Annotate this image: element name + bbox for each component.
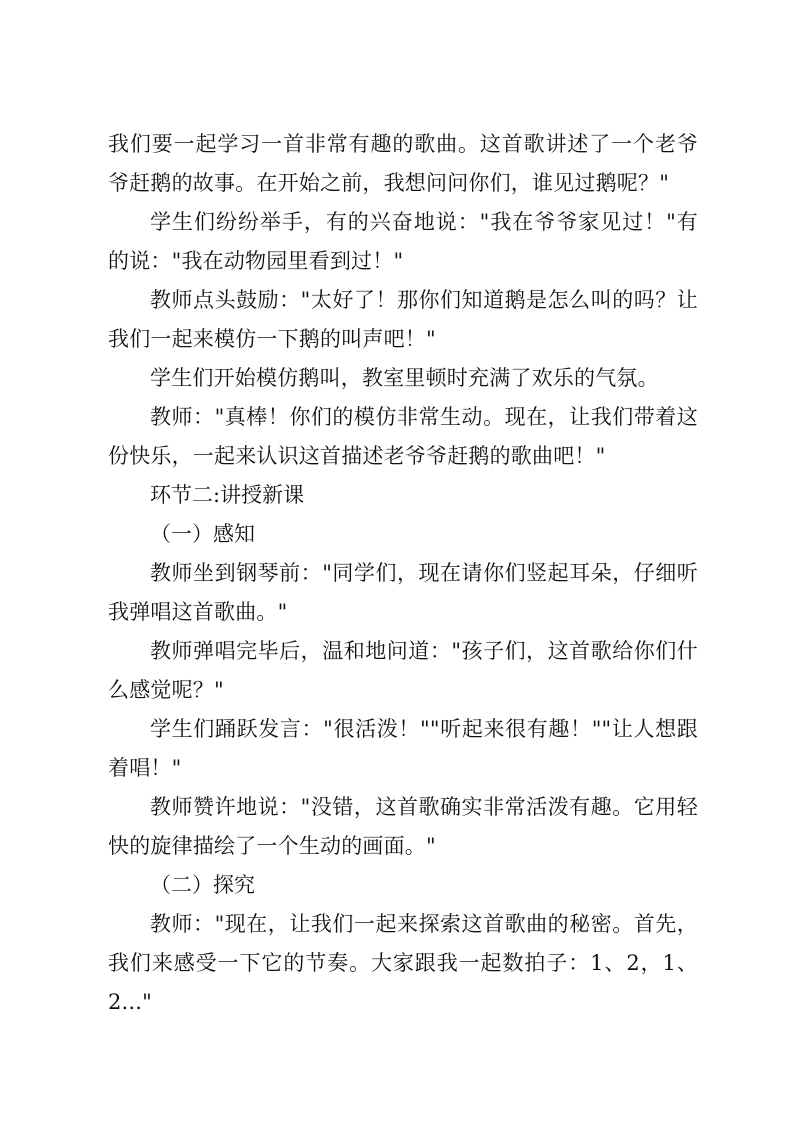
paragraph-intro-continuation: 我们要一起学习一首非常有趣的歌曲。这首歌讲述了一个老爷爷赶鹅的故事。在开始之前，我想问问你们，谁见过鹅呢？" [108,132,698,195]
paragraph-teacher-praise: 教师："真棒！你们的模仿非常生动。现在，让我们带着这份快乐，一起来认识这首描述老爷爷赶鹅的歌曲吧！" [108,405,698,468]
subsection-heading-perception: （一）感知 [150,522,255,546]
section-heading-new-lesson: 环节二:讲授新课 [150,483,305,507]
document-body [108,125,698,1022]
paragraph-teacher-approves: 教师赞许地说："没错，这首歌确实非常活泼有趣。它用轻快的旋律描绘了一个生动的画面。" [108,795,698,858]
paragraph-students-respond: 学生们踊跃发言："很活泼！""听起来很有趣！""让人想跟着唱！" [108,717,698,780]
paragraph-teacher-rhythm: 教师："现在，让我们一起来探索这首歌曲的秘密。首先，我们来感受一下它的节奏。大家跟我一起数拍子：1、2，1、2..." [108,912,698,1014]
paragraph-teacher-encourage: 教师点头鼓励："太好了！那你们知道鹅是怎么叫的吗？让我们一起来模仿一下鹅的叫声吧！" [108,288,698,351]
paragraph-teacher-asks: 教师弹唱完毕后，温和地问道："孩子们，这首歌给你们什么感觉呢？" [108,639,698,702]
paragraph-students-raise-hands: 学生们纷纷举手，有的兴奋地说："我在爷爷家见过！"有的说："我在动物园里看到过！" [108,210,698,273]
paragraph-teacher-piano: 教师坐到钢琴前："同学们，现在请你们竖起耳朵，仔细听我弹唱这首歌曲。" [108,561,698,624]
subsection-heading-exploration: （二）探究 [150,873,255,897]
paragraph-students-imitate: 学生们开始模仿鹅叫，教室里顿时充满了欢乐的气氛。 [150,366,659,390]
